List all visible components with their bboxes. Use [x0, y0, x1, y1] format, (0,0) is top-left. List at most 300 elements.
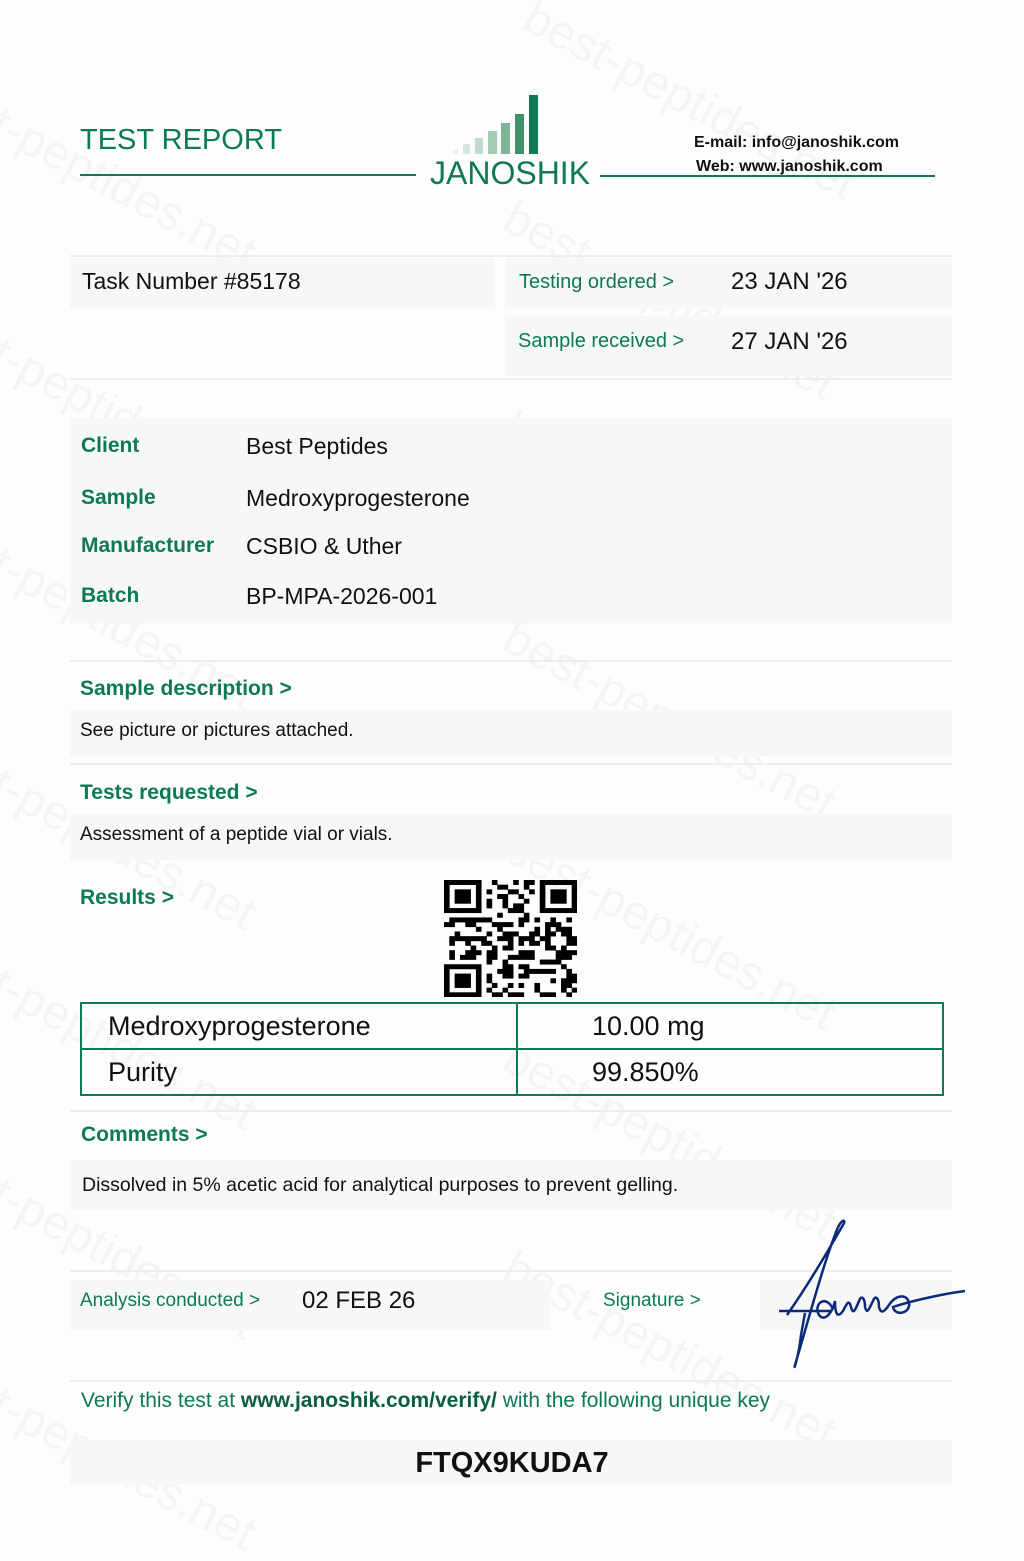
- qr-module: [540, 880, 546, 885]
- qr-module: [492, 946, 498, 951]
- sample-received-date: 27 JAN '26: [731, 328, 848, 355]
- sample-value: Medroxyprogesterone: [246, 485, 470, 511]
- qr-module: [492, 955, 498, 960]
- qr-module: [455, 974, 461, 979]
- signature-image: [775, 1215, 970, 1375]
- qr-module: [572, 899, 577, 904]
- qr-module: [513, 955, 519, 960]
- qr-module: [572, 903, 577, 908]
- qr-module: [561, 983, 567, 988]
- qr-module: [566, 969, 572, 974]
- qr-module: [518, 950, 524, 955]
- qr-module: [529, 880, 535, 885]
- qr-module: [540, 903, 546, 908]
- qr-module: [518, 955, 524, 960]
- qr-module: [465, 964, 471, 969]
- qr-module: [561, 889, 567, 894]
- qr-module: [518, 936, 524, 941]
- sample-description-label: Sample description >: [80, 677, 292, 700]
- qr-module: [476, 908, 482, 913]
- qr-module: [460, 894, 466, 899]
- qr-module: [487, 899, 493, 904]
- qr-module: [566, 974, 572, 979]
- qr-module: [508, 992, 514, 997]
- qr-module: [487, 974, 493, 979]
- qr-module: [550, 946, 556, 951]
- qr-module: [508, 922, 514, 927]
- qr-module: [503, 936, 509, 941]
- qr-module: [471, 964, 477, 969]
- qr-module: [556, 950, 562, 955]
- qr-module: [476, 992, 482, 997]
- janoshik-logo-bars-icon: [440, 92, 560, 154]
- qr-module: [566, 955, 572, 960]
- qr-module: [460, 978, 466, 983]
- qr-module: [556, 894, 562, 899]
- qr-module: [513, 889, 519, 894]
- qr-module: [566, 880, 572, 885]
- qr-module: [524, 885, 530, 890]
- analysis-conducted-date: 02 FEB 26: [302, 1287, 416, 1314]
- qr-module: [444, 894, 450, 899]
- result-value: 10.00 mg: [517, 1003, 943, 1049]
- qr-module: [513, 880, 519, 885]
- qr-module: [518, 964, 524, 969]
- batch-value: BP-MPA-2026-001: [246, 583, 438, 609]
- qr-module: [561, 894, 567, 899]
- qr-module: [545, 880, 551, 885]
- qr-module: [561, 927, 567, 932]
- watermark: [0, 60, 265, 281]
- qr-module: [471, 908, 477, 913]
- qr-module: [444, 885, 450, 890]
- qr-module: [444, 983, 450, 988]
- qr-module: [444, 964, 450, 969]
- qr-module: [444, 889, 450, 894]
- qr-module: [508, 889, 514, 894]
- qr-module: [524, 917, 530, 922]
- contact-web: Web: www.janoshik.com: [696, 158, 883, 175]
- qr-module: [572, 936, 577, 941]
- qr-module: [566, 908, 572, 913]
- qr-module: [449, 955, 455, 960]
- qr-module: [487, 903, 493, 908]
- qr-module: [503, 922, 509, 927]
- qr-module: [561, 931, 567, 936]
- qr-module: [561, 899, 567, 904]
- qr-module: [566, 978, 572, 983]
- qr-module: [529, 950, 535, 955]
- qr-module: [455, 983, 461, 988]
- verify-link[interactable]: www.janoshik.com/verify/: [240, 1389, 497, 1412]
- qr-module: [465, 894, 471, 899]
- qr-module: [534, 931, 540, 936]
- qr-module: [566, 992, 572, 997]
- qr-module: [556, 889, 562, 894]
- qr-module: [534, 983, 540, 988]
- qr-module: [449, 950, 455, 955]
- qr-module: [492, 950, 498, 955]
- qr-module: [556, 955, 562, 960]
- qr-module: [492, 922, 498, 927]
- qr-module: [550, 894, 556, 899]
- client-label: Client: [81, 434, 140, 457]
- qr-module: [444, 992, 450, 997]
- verify-suffix: with the following unique key: [496, 1389, 771, 1412]
- qr-module: [545, 946, 551, 951]
- qr-module: [503, 931, 509, 936]
- qr-module: [460, 974, 466, 979]
- sample-description-text: See picture or pictures attached.: [80, 720, 354, 741]
- qr-module: [449, 880, 455, 885]
- qr-module: [529, 931, 535, 936]
- analysis-conducted-label: Analysis conducted >: [80, 1290, 261, 1311]
- qr-module: [465, 889, 471, 894]
- janoshik-logo-text: JANOSHIK: [430, 155, 591, 191]
- qr-module: [572, 988, 577, 993]
- qr-module: [444, 922, 450, 927]
- qr-module: [534, 941, 540, 946]
- qr-module: [444, 908, 450, 913]
- qr-module: [497, 992, 503, 997]
- qr-module: [508, 955, 514, 960]
- qr-module: [444, 974, 450, 979]
- qr-module: [524, 899, 530, 904]
- qr-module: [561, 964, 567, 969]
- qr-module: [503, 899, 509, 904]
- qr-module: [460, 917, 466, 922]
- qr-module: [476, 936, 482, 941]
- qr-module: [529, 941, 535, 946]
- tests-requested-text: Assessment of a peptide vial or vials.: [80, 824, 393, 845]
- qr-module: [518, 922, 524, 927]
- manufacturer-value: CSBIO & Uther: [246, 533, 402, 559]
- qr-module: [556, 899, 562, 904]
- qr-module: [513, 931, 519, 936]
- comments-text: Dissolved in 5% acetic acid for analytical purposes to prevent gelling.: [82, 1174, 679, 1196]
- testing-ordered-label: Testing ordered >: [519, 271, 675, 293]
- qr-module: [545, 969, 551, 974]
- qr-module: [497, 885, 503, 890]
- contact-email: E-mail: info@janoshik.com: [694, 134, 899, 151]
- qr-module: [524, 950, 530, 955]
- qr-module: [487, 988, 493, 993]
- qr-module: [508, 931, 514, 936]
- qr-module: [444, 903, 450, 908]
- qr-module: [460, 936, 466, 941]
- qr-module: [545, 908, 551, 913]
- qr-module: [460, 955, 466, 960]
- qr-module: [455, 889, 461, 894]
- qr-module: [503, 960, 509, 965]
- qr-module: [503, 974, 509, 979]
- qr-module: [487, 917, 493, 922]
- qr-module: [561, 988, 567, 993]
- qr-module: [465, 880, 471, 885]
- qr-module: [550, 960, 556, 965]
- qr-module: [460, 880, 466, 885]
- qr-module: [550, 917, 556, 922]
- qr-module: [572, 974, 577, 979]
- qr-module: [545, 960, 551, 965]
- qr-module: [476, 894, 482, 899]
- qr-module: [449, 922, 455, 927]
- qr-module: [529, 936, 535, 941]
- qr-module: [476, 899, 482, 904]
- qr-module: [508, 969, 514, 974]
- qr-module: [566, 917, 572, 922]
- qr-module: [566, 983, 572, 988]
- qr-module: [444, 988, 450, 993]
- qr-module: [508, 936, 514, 941]
- qr-module: [545, 941, 551, 946]
- qr-module: [455, 931, 461, 936]
- qr-module: [497, 969, 503, 974]
- qr-module: [572, 889, 577, 894]
- qr-module: [449, 964, 455, 969]
- qr-module: [556, 908, 562, 913]
- comments-label: Comments >: [81, 1123, 208, 1146]
- qr-module: [540, 992, 546, 997]
- qr-module: [524, 880, 530, 885]
- qr-module: [471, 936, 477, 941]
- qr-module: [534, 969, 540, 974]
- qr-module: [508, 946, 514, 951]
- qr-module: [545, 992, 551, 997]
- qr-module: [476, 983, 482, 988]
- qr-module: [561, 908, 567, 913]
- qr-module: [561, 880, 567, 885]
- header-rule-left: [80, 174, 416, 176]
- qr-module: [497, 894, 503, 899]
- qr-module: [513, 903, 519, 908]
- client-value: Best Peptides: [246, 433, 388, 459]
- qr-module: [476, 889, 482, 894]
- qr-module: [455, 978, 461, 983]
- qr-module: [487, 978, 493, 983]
- qr-module: [508, 941, 514, 946]
- qr-module: [561, 946, 567, 951]
- qr-module: [476, 917, 482, 922]
- qr-module: [508, 964, 514, 969]
- qr-module: [455, 908, 461, 913]
- qr-module: [561, 955, 567, 960]
- qr-module: [476, 903, 482, 908]
- qr-module: [497, 913, 503, 918]
- qr-module: [497, 936, 503, 941]
- qr-module: [540, 889, 546, 894]
- qr-module: [444, 880, 450, 885]
- qr-module: [550, 992, 556, 997]
- qr-module: [476, 885, 482, 890]
- qr-module: [487, 960, 493, 965]
- qr-module: [518, 908, 524, 913]
- qr-module: [572, 894, 577, 899]
- qr-module: [503, 946, 509, 951]
- qr-module: [471, 992, 477, 997]
- qr-module: [487, 955, 493, 960]
- qr-module: [503, 969, 509, 974]
- qr-module: [476, 978, 482, 983]
- sample-received-label: Sample received >: [518, 330, 685, 352]
- qr-module: [492, 983, 498, 988]
- qr-module: [460, 899, 466, 904]
- qr-module: [513, 992, 519, 997]
- batch-label: Batch: [81, 584, 140, 607]
- qr-module: [460, 983, 466, 988]
- qr-module: [550, 908, 556, 913]
- qr-module: [476, 969, 482, 974]
- qr-module: [492, 992, 498, 997]
- qr-module: [572, 908, 577, 913]
- qr-module: [518, 903, 524, 908]
- qr-module: [518, 941, 524, 946]
- qr-module: [524, 969, 530, 974]
- qr-module: [471, 955, 477, 960]
- qr-module: [524, 955, 530, 960]
- qr-module: [481, 941, 487, 946]
- qr-module: [556, 960, 562, 965]
- qr-module: [518, 983, 524, 988]
- qr-module: [524, 964, 530, 969]
- qr-module: [545, 931, 551, 936]
- testing-ordered-date: 23 JAN '26: [731, 268, 848, 295]
- results-table: [80, 1002, 944, 1096]
- qr-module: [481, 936, 487, 941]
- qr-module: [471, 917, 477, 922]
- qr-module: [444, 978, 450, 983]
- qr-module: [449, 992, 455, 997]
- qr-module: [449, 936, 455, 941]
- qr-module: [518, 917, 524, 922]
- qr-module: [572, 941, 577, 946]
- qr-module: [465, 908, 471, 913]
- qr-module: [455, 936, 461, 941]
- qr-module: [524, 913, 530, 918]
- qr-module: [540, 899, 546, 904]
- qr-module: [476, 964, 482, 969]
- qr-module: [497, 922, 503, 927]
- qr-module: [481, 917, 487, 922]
- unique-key: FTQX9KUDA7: [415, 1447, 609, 1479]
- qr-module: [455, 992, 461, 997]
- qr-module: [471, 922, 477, 927]
- qr-module: [518, 974, 524, 979]
- qr-module: [572, 885, 577, 890]
- qr-module: [566, 936, 572, 941]
- qr-module: [550, 880, 556, 885]
- signature-label: Signature >: [603, 1290, 701, 1311]
- qr-module: [476, 988, 482, 993]
- qr-module: [455, 880, 461, 885]
- qr-module: [550, 931, 556, 936]
- qr-module: [487, 931, 493, 936]
- qr-module: [540, 960, 546, 965]
- table-row: [81, 1003, 943, 1049]
- results-label: Results >: [80, 886, 174, 909]
- qr-module: [503, 885, 509, 890]
- qr-module: [449, 917, 455, 922]
- qr-module: [487, 889, 493, 894]
- qr-module: [465, 941, 471, 946]
- qr-module: [455, 917, 461, 922]
- task-number: Task Number #85178: [82, 268, 301, 294]
- qr-code-icon[interactable]: [444, 880, 577, 997]
- qr-module: [572, 950, 577, 955]
- qr-module: [460, 964, 466, 969]
- qr-module: [465, 899, 471, 904]
- qr-module: [540, 969, 546, 974]
- qr-module: [492, 880, 498, 885]
- qr-module: [487, 941, 493, 946]
- qr-module: [465, 978, 471, 983]
- result-name: Purity: [81, 1049, 517, 1095]
- qr-module: [534, 988, 540, 993]
- qr-module: [534, 927, 540, 932]
- qr-module: [508, 983, 514, 988]
- qr-module: [508, 908, 514, 913]
- qr-module: [556, 922, 562, 927]
- qr-module: [572, 978, 577, 983]
- verify-text: [81, 1389, 770, 1413]
- qr-module: [465, 974, 471, 979]
- qr-module: [550, 899, 556, 904]
- qr-module: [503, 988, 509, 993]
- qr-module: [545, 927, 551, 932]
- qr-module: [471, 950, 477, 955]
- qr-module: [550, 969, 556, 974]
- table-row: [81, 1049, 943, 1095]
- qr-module: [566, 931, 572, 936]
- qr-module: [487, 950, 493, 955]
- qr-module: [508, 974, 514, 979]
- qr-module: [529, 969, 535, 974]
- qr-module: [465, 950, 471, 955]
- report-title: TEST REPORT: [80, 124, 282, 156]
- tests-requested-label: Tests requested >: [80, 781, 258, 804]
- qr-module: [476, 927, 482, 932]
- qr-module: [550, 978, 556, 983]
- qr-module: [503, 964, 509, 969]
- qr-module: [529, 955, 535, 960]
- qr-module: [455, 899, 461, 904]
- qr-module: [572, 880, 577, 885]
- qr-module: [540, 885, 546, 890]
- qr-module: [460, 992, 466, 997]
- qr-module: [476, 950, 482, 955]
- sample-label: Sample: [81, 486, 156, 509]
- qr-module: [465, 992, 471, 997]
- qr-module: [476, 974, 482, 979]
- qr-module: [503, 894, 509, 899]
- qr-module: [540, 894, 546, 899]
- result-value: 99.850%: [517, 1049, 943, 1095]
- qr-module: [471, 946, 477, 951]
- qr-module: [518, 992, 524, 997]
- qr-module: [561, 978, 567, 983]
- qr-module: [465, 983, 471, 988]
- qr-module: [529, 889, 535, 894]
- qr-module: [550, 922, 556, 927]
- qr-module: [465, 936, 471, 941]
- qr-module: [455, 964, 461, 969]
- qr-module: [566, 941, 572, 946]
- qr-module: [444, 899, 450, 904]
- qr-module: [566, 950, 572, 955]
- qr-module: [455, 894, 461, 899]
- qr-module: [503, 903, 509, 908]
- qr-module: [444, 969, 450, 974]
